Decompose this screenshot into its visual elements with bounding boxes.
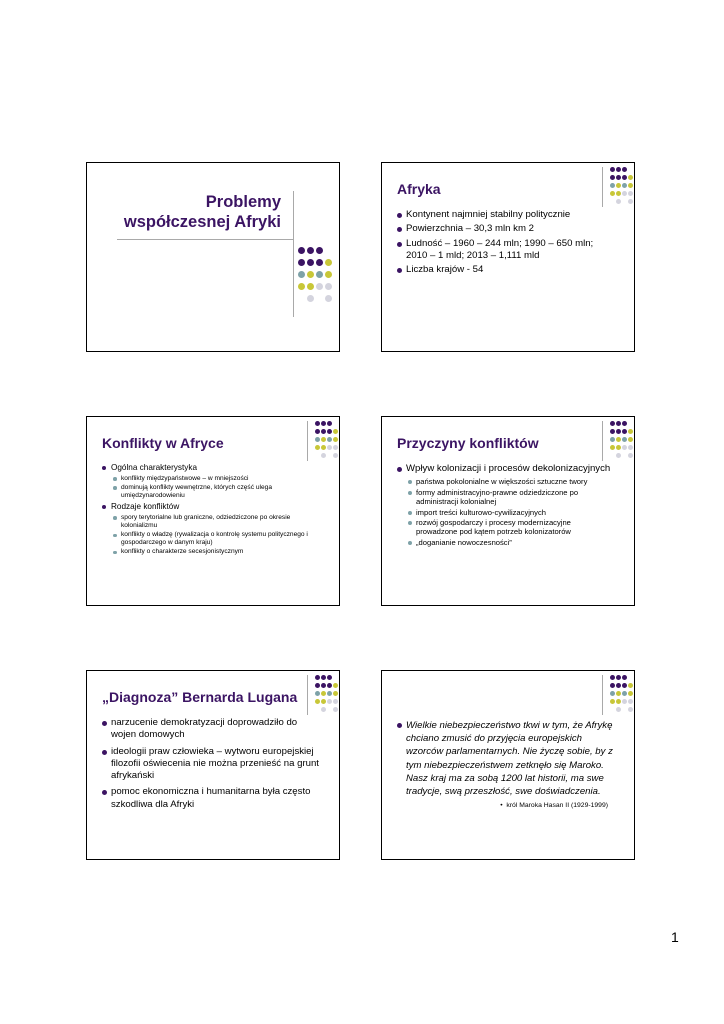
divider-vertical: [293, 191, 294, 317]
decorative-dot: [327, 699, 332, 704]
slide-6-quote: [381, 670, 635, 860]
decorative-dot: [622, 691, 627, 696]
sub-bullet-item: konflikty o władzę (rywalizacja o kontrolę systemu politycznego i gospodarczego w danym kraju): [111, 531, 321, 547]
bullet-text: Ogólna charakterystyka: [111, 463, 198, 472]
decorative-dot: [628, 183, 633, 188]
slide-title: Konflikty w Afryce: [102, 435, 224, 451]
slide-3-konflikty: [86, 416, 340, 606]
decorative-dot: [333, 437, 338, 442]
bullet-item: narzucenie demokratyzacji doprowadziło do wojen domowych: [101, 717, 321, 742]
decorative-dot: [622, 445, 627, 450]
decorative-dot: [298, 247, 305, 254]
decorative-dot: [316, 259, 323, 266]
cover-title: [86, 193, 281, 232]
decorative-dot: [333, 707, 338, 712]
decorative-dot: [325, 295, 332, 302]
decorative-dot: [333, 429, 338, 434]
decorative-dot: [616, 191, 621, 196]
decorative-dot: [333, 453, 338, 458]
decorative-dot: [610, 167, 615, 172]
decorative-dot: [316, 283, 323, 290]
slide-1-cover: [86, 162, 340, 352]
bullet-text: Rodzaje konfliktów: [111, 502, 180, 512]
decorative-dot: [628, 445, 633, 450]
sub-bullet-item: konflikty o charakterze secesjonistycznym: [111, 548, 321, 556]
decorative-dot: [315, 683, 320, 688]
decorative-dot: [333, 683, 338, 688]
decorative-dot: [327, 675, 332, 680]
decorative-dot: [622, 699, 627, 704]
decorative-dot: [307, 247, 314, 254]
decorative-dot: [325, 259, 332, 266]
divider-vertical: [602, 421, 603, 461]
decorative-dot: [327, 421, 332, 426]
decorative-dot: [616, 167, 621, 172]
decorative-dot: [622, 675, 627, 680]
decorative-dot: [298, 259, 305, 266]
bullet-item: Powierzchnia – 30,3 mln km 2: [396, 223, 616, 235]
decorative-dot: [610, 421, 615, 426]
decorative-dot: [315, 421, 320, 426]
bullet-item: [396, 463, 614, 547]
sub-bullet-item: konflikty międzypaństwowe – w mniejszości: [111, 475, 321, 483]
decorative-dot: [628, 453, 633, 458]
decorative-dot: [622, 437, 627, 442]
decorative-dot: [616, 683, 621, 688]
sub-bullet-item: import treści kulturowo-cywilizacyjnych: [406, 508, 614, 517]
decorative-dot: [622, 421, 627, 426]
slide-title: Przyczyny konfliktów: [397, 435, 539, 451]
decorative-dot: [315, 437, 320, 442]
decorative-dot: [616, 421, 621, 426]
decorative-dot: [610, 691, 615, 696]
slide-2-afryka: [381, 162, 635, 352]
decorative-dot: [610, 191, 615, 196]
decorative-dot: [315, 429, 320, 434]
decorative-dot: [321, 421, 326, 426]
cover-title-line2: współczesnej Afryki: [123, 212, 281, 231]
decorative-dot: [315, 675, 320, 680]
bullet-item: Ludność – 1960 – 244 mln; 1990 – 650 mln; 2010 – 1 mld; 2013 – 1,111 mld: [396, 238, 616, 263]
decorative-dot: [628, 691, 633, 696]
decorative-dot: [616, 453, 621, 458]
decorative-dot: [610, 183, 615, 188]
decorative-dot: [610, 683, 615, 688]
decorative-dot: [628, 429, 633, 434]
decorative-dot: [327, 683, 332, 688]
bullet-item: pomoc ekonomiczna i humanitarna była często szkodliwa dla Afryki: [101, 786, 321, 811]
decorative-dot: [316, 271, 323, 278]
decorative-dot: [321, 675, 326, 680]
decorative-dot: [622, 175, 627, 180]
decorative-dot: [622, 183, 627, 188]
decorative-dot: [321, 707, 326, 712]
decorative-dot: [307, 295, 314, 302]
bullet-item: [101, 463, 321, 500]
divider-vertical: [602, 167, 603, 207]
slide-body: [396, 209, 616, 278]
quote-text: Wielkie niebezpieczeństwo tkwi w tym, że Afrykę chciano zmusić do przyjęcia europejskich wzorców parlamentarnych. Nie życzę sobie, by z tym niebezpieczeństwem zetknęło się Maroko. Nasz kraj ma za sobą 1200 lat historii, ma swe tradycje, swą przeszłość, swe doświadczenia.: [396, 719, 616, 798]
sub-bullet-item: dominują konflikty wewnętrzne, których część ulega umiędzynarodowieniu: [111, 484, 321, 500]
decorative-dot: [616, 699, 621, 704]
decorative-dot: [321, 453, 326, 458]
decorative-dot: [616, 183, 621, 188]
decorative-dot: [333, 691, 338, 696]
decorative-dot: [616, 429, 621, 434]
slide-body: [396, 719, 616, 809]
decorative-dot: [628, 175, 633, 180]
decorative-dot: [622, 683, 627, 688]
slide-title: „Diagnoza” Bernarda Lugana: [102, 689, 298, 705]
decorative-dot: [610, 699, 615, 704]
decorative-dot: [307, 271, 314, 278]
decorative-dot: [327, 691, 332, 696]
decorative-dot: [616, 445, 621, 450]
sub-bullet-item: państwa pokolonialne w większości sztuczne twory: [406, 477, 614, 486]
quote-attribution: • król Maroka Hasan II (1929-1999): [396, 802, 616, 809]
slide-4-przyczyny: [381, 416, 635, 606]
bullet-text: Wpływ kolonizacji i procesów dekolonizacyjnych: [406, 463, 611, 474]
decorative-dot: [298, 271, 305, 278]
decorative-dot: [321, 691, 326, 696]
decorative-dot: [307, 283, 314, 290]
decorative-dot: [298, 283, 305, 290]
slide-body: [396, 463, 614, 549]
decorative-dot: [307, 259, 314, 266]
decorative-dot: [616, 199, 621, 204]
divider-vertical: [602, 675, 603, 715]
decorative-dot: [325, 283, 332, 290]
decorative-dot: [616, 707, 621, 712]
decorative-dot: [321, 445, 326, 450]
sub-bullet-item: spory terytorialne lub graniczne, odziedziczone po okresie kolonializmu: [111, 514, 321, 530]
decorative-dot: [622, 429, 627, 434]
decorative-dot: [321, 683, 326, 688]
decorative-dot: [616, 675, 621, 680]
sub-bullet-item: rozwój gospodarczy i procesy modernizacyjne prowadzone pod kątem potrzeb kolonizatorów: [406, 518, 614, 537]
bullet-item: Kontynent najmniej stabilny politycznie: [396, 209, 616, 221]
divider-horizontal: [117, 239, 293, 240]
divider-vertical: [307, 421, 308, 461]
cover-title-line1: Problemy: [205, 193, 281, 211]
decorative-dot: [610, 445, 615, 450]
decorative-dot: [327, 429, 332, 434]
decorative-dot: [327, 437, 332, 442]
decorative-dot: [628, 437, 633, 442]
decorative-dot: [321, 437, 326, 442]
bullet-item: ideologii praw człowieka – wytworu europejskiej filozofii oświecenia nie można przenieść na grunt afrykański: [101, 746, 321, 783]
decorative-dot: [616, 175, 621, 180]
decorative-dot: [622, 167, 627, 172]
page-number: 1: [671, 929, 679, 945]
decorative-dot: [610, 429, 615, 434]
decorative-dot: [610, 675, 615, 680]
bullet-item: Liczba krajów - 54: [396, 264, 616, 276]
sub-bullet-item: formy administracyjno-prawne odziedziczone po administracji kolonialnej: [406, 488, 614, 507]
decorative-dot: [316, 247, 323, 254]
decorative-dot: [610, 175, 615, 180]
decorative-dot: [327, 445, 332, 450]
decorative-dot: [628, 191, 633, 196]
decorative-dot: [616, 437, 621, 442]
decorative-dot: [321, 429, 326, 434]
decorative-dot: [315, 445, 320, 450]
decorative-dot: [622, 191, 627, 196]
slide-body: [101, 463, 321, 559]
slide-title: Afryka: [397, 181, 441, 197]
decorative-dot: [628, 199, 633, 204]
decorative-dot: [333, 445, 338, 450]
slide-5-diagnoza: [86, 670, 340, 860]
decorative-dot: [628, 699, 633, 704]
decorative-dot: [628, 683, 633, 688]
decorative-dot: [321, 699, 326, 704]
bullet-item: [101, 502, 321, 557]
decorative-dot: [333, 699, 338, 704]
decorative-dot: [325, 271, 332, 278]
decorative-dot: [610, 437, 615, 442]
sub-bullet-item: „doganianie nowoczesności”: [406, 538, 614, 547]
slide-body: [101, 717, 321, 813]
decorative-dot: [616, 691, 621, 696]
decorative-dot: [628, 707, 633, 712]
